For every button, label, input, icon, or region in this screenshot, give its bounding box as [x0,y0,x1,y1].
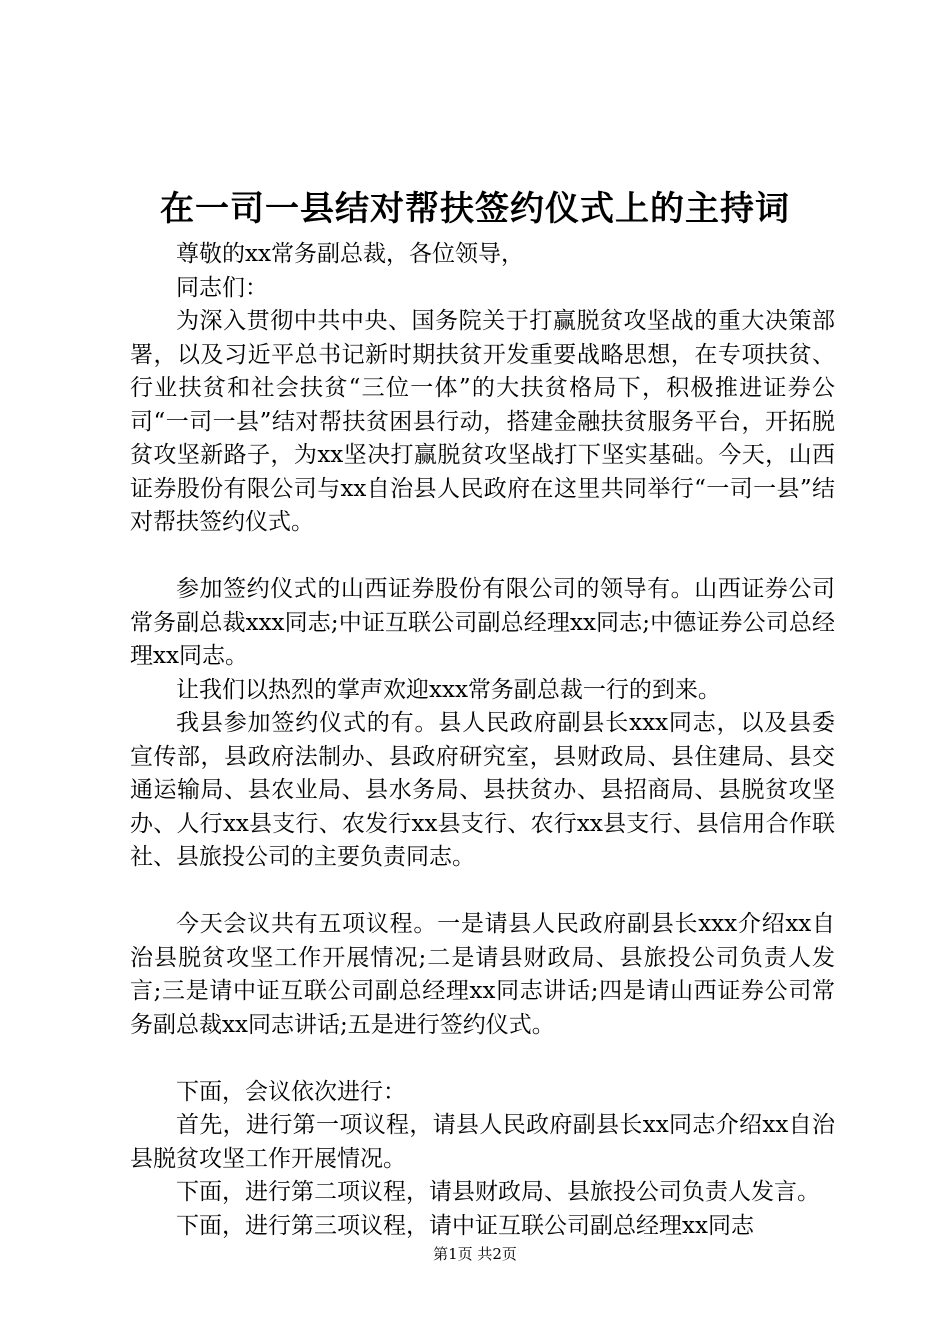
body-paragraph: 为深入贯彻中共中央、国务院关于打赢脱贫攻坚战的重大决策部署，以及习近平总书记新时期扶贫开发重要战略思想，在专项扶贫、行业扶贫和社会扶贫“三位一体”的大扶贫格局下，积极推进证券公司“一司一县”结对帮扶贫困县行动，搭建金融扶贫服务平台，开拓脱贫攻坚新路子，为xx坚决打赢脱贫攻坚战打下坚实基础。今天，山西证券股份有限公司与xx自治县人民政府在这里共同举行“一司一县”结对帮扶签约仪式。 [130,308,835,535]
body-paragraph: 首先，进行第一项议程，请县人民政府副县长xx同志介绍xx自治县脱贫攻坚工作开展情况。 [130,1112,835,1172]
body-paragraph: 参加签约仪式的山西证券股份有限公司的领导有。山西证券公司常务副总裁xxx同志;中证互联公司副总经理xx同志;中德证券公司总经理xx同志。 [130,576,835,669]
body-paragraph: 我县参加签约仪式的有。县人民政府副县长xxx同志，以及县委宣传部，县政府法制办、县政府研究室，县财政局、县住建局、县交通运输局、县农业局、县水务局、县扶贫办、县招商局、县脱贫攻坚办、人行xx县支行、农发行xx县支行、农行xx县支行、县信用合作联社、县旅投公司的主要负责同志。 [130,710,835,870]
salutation-line: 尊敬的xx常务副总裁，各位领导， [176,241,524,267]
body-paragraph: 让我们以热烈的掌声欢迎xxx常务副总裁一行的到来。 [176,676,721,703]
document-body [130,238,835,1243]
body-paragraph: 下面，进行第三项议程，请中证互联公司副总经理xx同志 [176,1212,754,1239]
body-paragraph: 今天会议共有五项议程。一是请县人民政府副县长xxx介绍xx自治县脱贫攻坚工作开展情况;二是请县财政局、县旅投公司负责人发言;三是请中证互联公司副总经理xx同志讲话;四是请山西证券公司常务副总裁xx同志讲话;五是进行签约仪式。 [130,911,835,1038]
body-paragraph: 下面，会议依次进行： [176,1078,406,1105]
salutation-line: 同志们： [176,274,268,301]
document-title: 在一司一县结对帮扶签约仪式上的主持词 [160,189,790,229]
page-number: 第1页 共2页 [433,1245,517,1263]
body-paragraph: 下面，进行第二项议程，请县财政局、县旅投公司负责人发言。 [176,1179,820,1205]
